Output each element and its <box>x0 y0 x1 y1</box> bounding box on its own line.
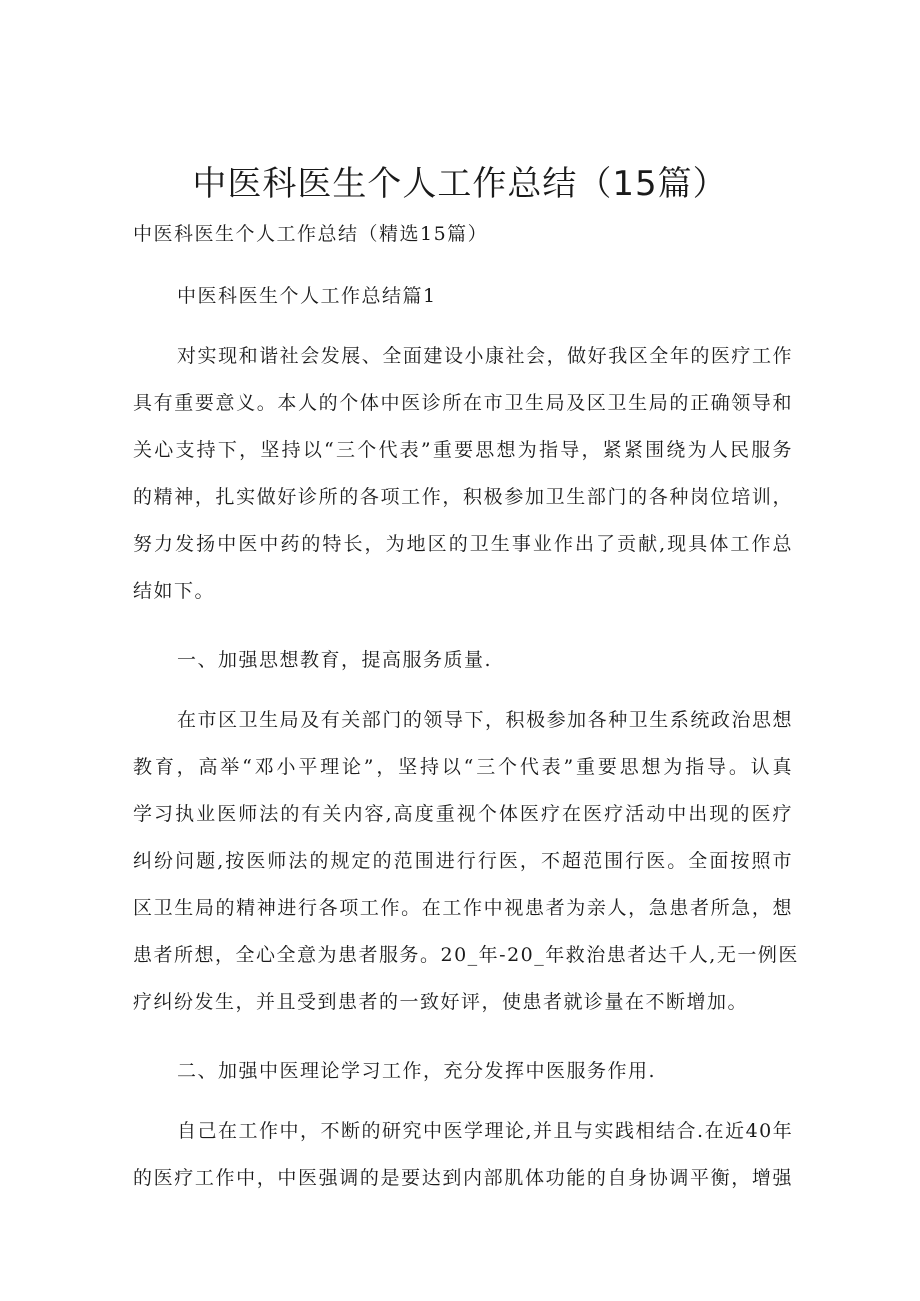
paragraph-1-line: 努力发扬中医中药的特长，为地区的卫生事业作出了贡献,现具体工作总 <box>133 533 793 555</box>
heading-1: 一、加强思想教育，提高服务质量. <box>177 649 493 671</box>
paragraph-1-line: 的精神，扎实做好诊所的各项工作，积极参加卫生部门的各种岗位培训， <box>133 486 793 508</box>
paragraph-2-line: 纠纷问题,按医师法的规定的范围进行行医，不超范围行医。全面按照市 <box>133 850 793 872</box>
section-heading: 中医科医生个人工作总结篇1 <box>177 285 437 307</box>
paragraph-1-line: 关心支持下，坚持以“三个代表”重要思想为指导，紧紧围绕为人民服务 <box>133 439 793 461</box>
paragraph-2-line: 疗纠纷发生，并且受到患者的一致好评，使患者就诊量在不断增加。 <box>133 991 749 1013</box>
paragraph-2-line: 学习执业医师法的有关内容,高度重视个体医疗在医疗活动中出现的医疗 <box>133 803 793 825</box>
paragraph-1-line: 结如下。 <box>133 580 216 602</box>
paragraph-1 <box>133 333 793 615</box>
paragraph-3-line: 自己在工作中，不断的研究中医学理论,并且与实践相结合.在近40年 <box>177 1120 794 1142</box>
paragraph-3-line: 的医疗工作中，中医强调的是要达到内部肌体功能的自身协调平衡，增强 <box>133 1167 793 1189</box>
paragraph-2-line: 患者所想，全心全意为患者服务。20_年-20_年救治患者达千人,无一例医 <box>133 944 799 966</box>
paragraph-2-line: 区卫生局的精神进行各项工作。在工作中视患者为亲人，急患者所急，想 <box>133 897 793 919</box>
document-title: 中医科医生个人工作总结（15篇） <box>192 164 728 204</box>
document-subtitle: 中医科医生个人工作总结（精选15篇） <box>133 223 489 245</box>
paragraph-3 <box>133 1108 793 1202</box>
paragraph-2 <box>133 697 799 1026</box>
paragraph-1-line: 具有重要意义。本人的个体中医诊所在市卫生局及区卫生局的正确领导和 <box>133 392 793 414</box>
heading-2: 二、加强中医理论学习工作，充分发挥中医服务作用. <box>177 1060 657 1082</box>
paragraph-2-line: 教育，高举“邓小平理论”，坚持以“三个代表”重要思想为指导。认真 <box>133 756 793 778</box>
paragraph-2-line: 在市区卫生局及有关部门的领导下，积极参加各种卫生系统政治思想 <box>177 709 793 731</box>
paragraph-1-line: 对实现和谐社会发展、全面建设小康社会，做好我区全年的医疗工作 <box>177 345 793 367</box>
